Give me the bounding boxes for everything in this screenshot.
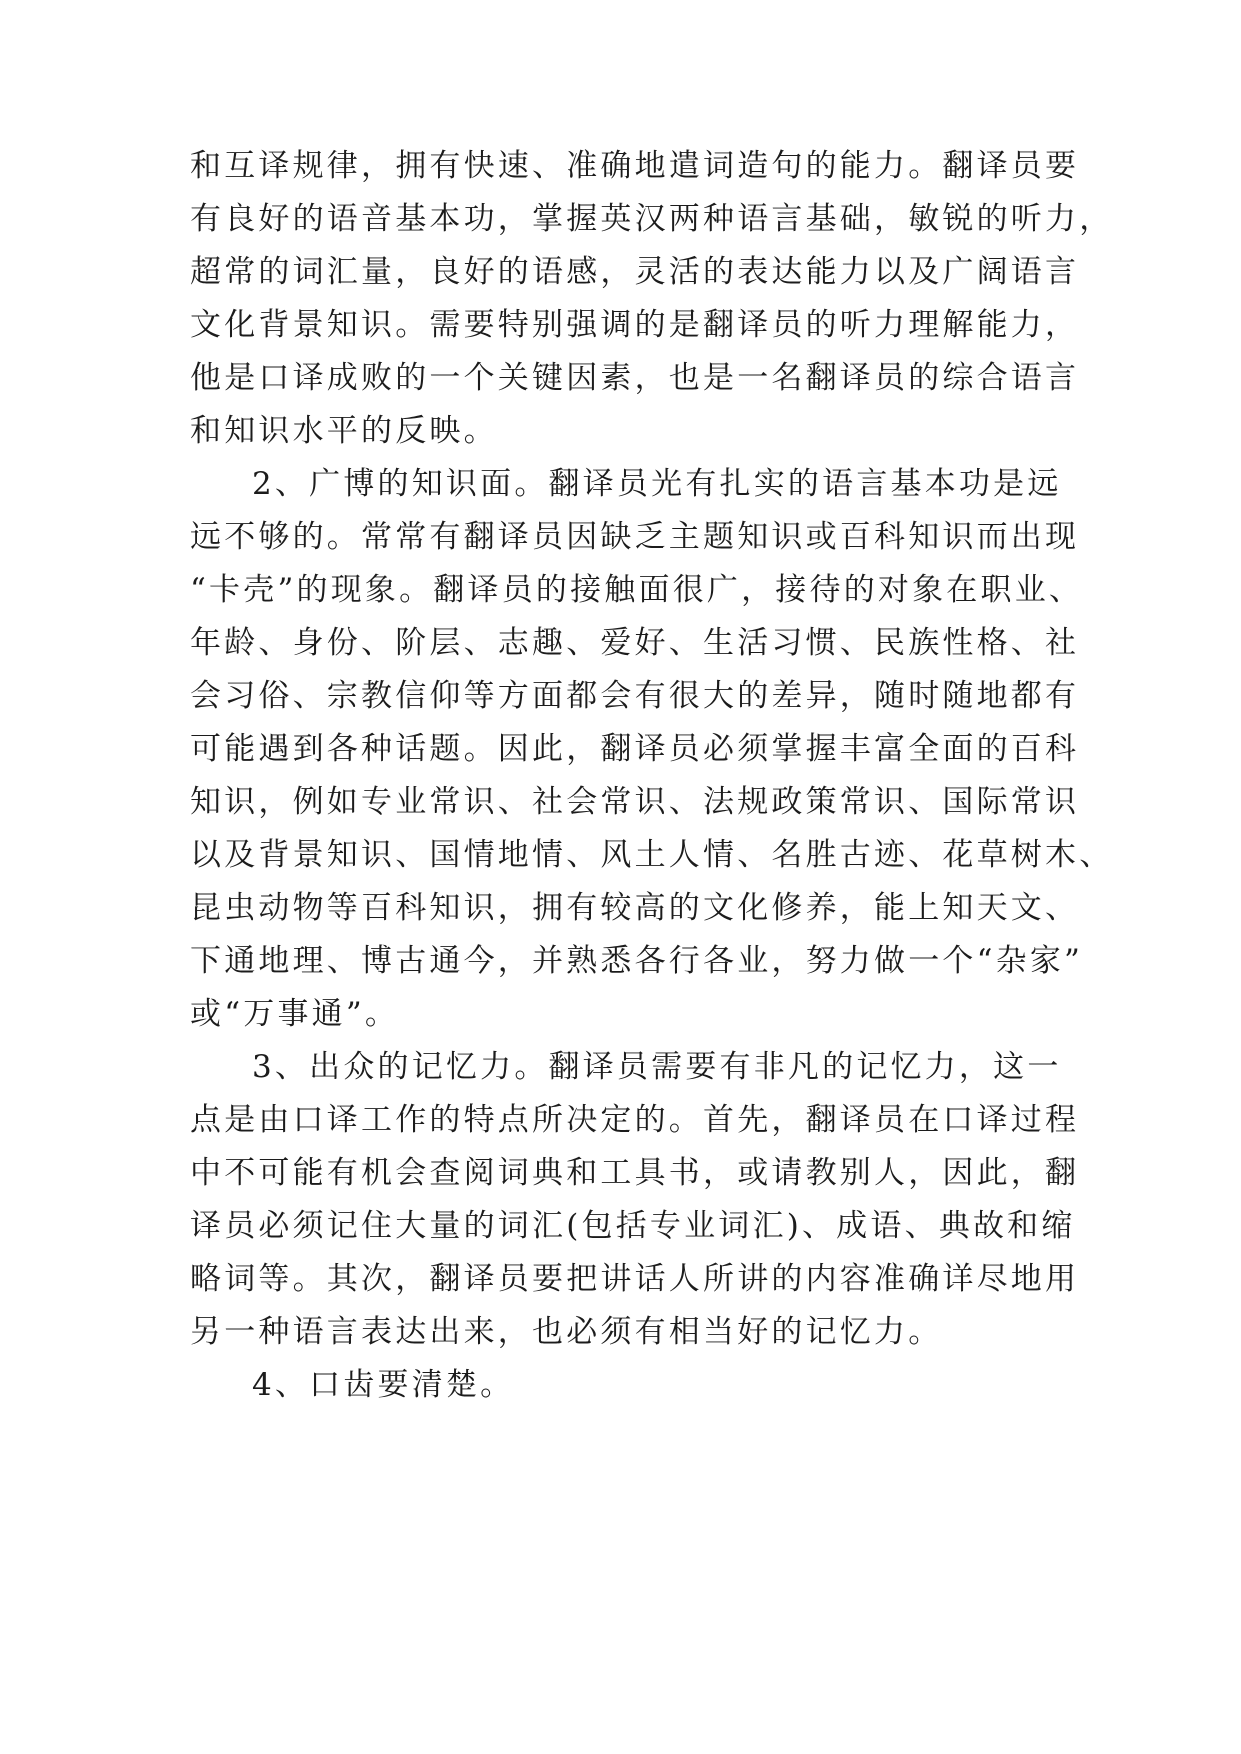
text-line: 远不够的。常常有翻译员因缺乏主题知识或百科知识而出现: [190, 519, 1080, 555]
text-line: 知识，例如专业常识、社会常识、法规政策常识、国际常识: [190, 784, 1080, 820]
text-line: 略词等。其次，翻译员要把讲话人所讲的内容准确详尽地用: [190, 1261, 1080, 1297]
text-line: 超常的词汇量，良好的语感，灵活的表达能力以及广阔语言: [190, 254, 1080, 290]
text-line: 昆虫动物等百科知识，拥有较高的文化修养，能上知天文、: [190, 890, 1080, 926]
text-line: 他是口译成败的一个关键因素，也是一名翻译员的综合语言: [190, 360, 1080, 396]
paragraph-heading-3: 3、出众的记忆力。翻译员需要有非凡的记忆力，这一: [252, 1049, 1062, 1085]
text-line: 中不可能有机会查阅词典和工具书，或请教别人，因此，翻: [190, 1155, 1080, 1191]
text-line: 会习俗、宗教信仰等方面都会有很大的差异，随时随地都有: [190, 678, 1080, 714]
text-line: 文化背景知识。需要特别强调的是翻译员的听力理解能力，: [190, 307, 1080, 343]
text-line: 有良好的语音基本功，掌握英汉两种语言基础，敏锐的听力，: [190, 201, 1114, 237]
text-line: “卡壳”的现象。翻译员的接触面很广，接待的对象在职业、: [190, 572, 1084, 608]
text-line: 或“万事通”。: [190, 996, 400, 1032]
text-line: 可能遇到各种话题。因此，翻译员必须掌握丰富全面的百科: [190, 731, 1080, 767]
text-line: 点是由口译工作的特点所决定的。首先，翻译员在口译过程: [190, 1102, 1080, 1138]
paragraph-heading-4: 4、口齿要清楚。: [252, 1367, 515, 1403]
text-line: 和知识水平的反映。: [190, 413, 498, 449]
text-line: 年龄、身份、阶层、志趣、爱好、生活习惯、民族性格、社: [190, 625, 1080, 661]
text-line: 以及背景知识、国情地情、风土人情、名胜古迹、花草树木、: [190, 837, 1114, 873]
text-line: 另一种语言表达出来，也必须有相当好的记忆力。: [190, 1314, 943, 1350]
paragraph-heading-2: 2、广博的知识面。翻译员光有扎实的语言基本功是远: [252, 466, 1062, 502]
text-line: 译员必须记住大量的词汇(包括专业词汇)、成语、典故和缩: [190, 1208, 1076, 1244]
text-line: 和互译规律，拥有快速、准确地遣词造句的能力。翻译员要: [190, 148, 1080, 184]
text-line: 下通地理、博古通今，并熟悉各行各业，努力做一个“杂家”: [190, 943, 1084, 979]
